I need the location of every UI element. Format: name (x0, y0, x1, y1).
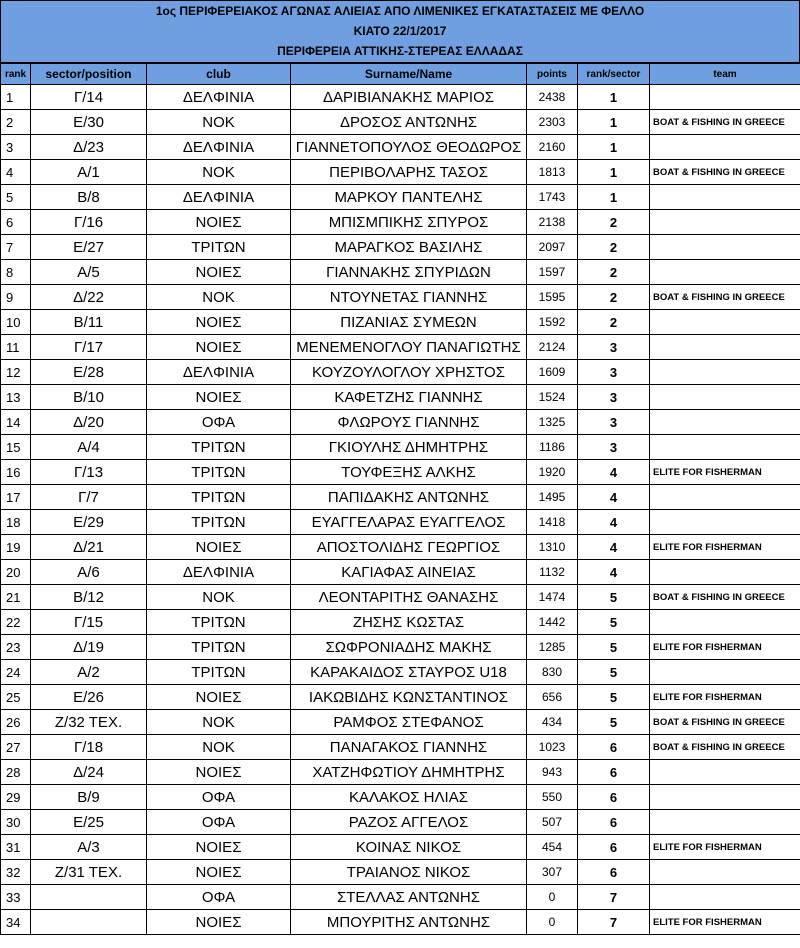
sector-cell: Δ/20 (31, 410, 147, 435)
team-cell (650, 260, 800, 285)
rank-sector-cell: 1 (578, 160, 650, 185)
points-cell: 0 (527, 885, 578, 910)
points-cell: 2438 (527, 85, 578, 110)
rank-sector-cell: 2 (578, 235, 650, 260)
table-row (1, 560, 800, 585)
sector-cell: Α/5 (31, 260, 147, 285)
points-cell: 1310 (527, 535, 578, 560)
table-row (1, 885, 800, 910)
sector-cell (31, 885, 147, 910)
team-cell: BOAT & FISHING IN GREECE (650, 285, 800, 310)
name-cell: ΜΕΝΕΜΕΝΟΓΛΟΥ ΠΑΝΑΓΙΩΤΗΣ (291, 335, 527, 360)
club-cell: ΔΕΛΦΙΝΙΑ (147, 560, 291, 585)
name-cell: ΛΕΟΝΤΑΡΙΤΗΣ ΘΑΝΑΣΗΣ (291, 585, 527, 610)
points-cell: 2097 (527, 235, 578, 260)
club-cell: ΔΕΛΦΙΝΙΑ (147, 135, 291, 160)
club-cell: ΔΕΛΦΙΝΙΑ (147, 85, 291, 110)
club-cell: ΔΕΛΦΙΝΙΑ (147, 185, 291, 210)
rank-sector-cell: 6 (578, 810, 650, 835)
rank-sector-cell: 7 (578, 885, 650, 910)
team-cell: ELITE FOR FISHERMAN (650, 535, 800, 560)
rank-cell: 32 (1, 860, 31, 885)
team-cell: BOAT & FISHING IN GREECE (650, 735, 800, 760)
name-cell: ΚΟΥΖΟΥΛΟΓΛΟΥ ΧΡΗΣΤΟΣ (291, 360, 527, 385)
name-cell: ΡΑΖΟΣ ΑΓΓΕΛΟΣ (291, 810, 527, 835)
points-cell: 1813 (527, 160, 578, 185)
name-cell: ΜΠΟΥΡΙΤΗΣ ΑΝΤΩΝΗΣ (291, 910, 527, 935)
rank-sector-cell: 1 (578, 85, 650, 110)
table-row (1, 260, 800, 285)
name-cell: ΦΛΩΡΟΥΣ ΓΙΑΝΝΗΣ (291, 410, 527, 435)
rank-sector-cell: 6 (578, 735, 650, 760)
rank-cell: 10 (1, 310, 31, 335)
rank-cell: 4 (1, 160, 31, 185)
col-header-team: team (650, 64, 800, 85)
points-cell: 2303 (527, 110, 578, 135)
points-cell: 1920 (527, 460, 578, 485)
rank-cell: 14 (1, 410, 31, 435)
table-row (1, 635, 800, 660)
points-cell: 1474 (527, 585, 578, 610)
rank-cell: 23 (1, 635, 31, 660)
team-cell (650, 610, 800, 635)
team-cell: ELITE FOR FISHERMAN (650, 685, 800, 710)
sector-cell: Ε/26 (31, 685, 147, 710)
team-cell (650, 560, 800, 585)
sector-cell: Δ/23 (31, 135, 147, 160)
col-header-rank-sector: rank/sector (578, 64, 650, 85)
table-row (1, 610, 800, 635)
name-cell: ΠΑΠΙΔΑΚΗΣ ΑΝΤΩΝΗΣ (291, 485, 527, 510)
points-cell: 1132 (527, 560, 578, 585)
team-cell (650, 385, 800, 410)
rank-cell: 33 (1, 885, 31, 910)
club-cell: ΝΟΙΕΣ (147, 910, 291, 935)
table-row (1, 335, 800, 360)
club-cell: ΟΦΑ (147, 410, 291, 435)
rank-cell: 9 (1, 285, 31, 310)
points-cell: 2138 (527, 210, 578, 235)
club-cell: ΝΟΙΕΣ (147, 310, 291, 335)
table-row (1, 435, 800, 460)
header-row (1, 64, 800, 85)
rank-sector-cell: 3 (578, 410, 650, 435)
sector-cell: Γ/7 (31, 485, 147, 510)
club-cell: ΟΦΑ (147, 810, 291, 835)
points-cell: 307 (527, 860, 578, 885)
club-cell: ΤΡΙΤΩΝ (147, 460, 291, 485)
rank-sector-cell: 3 (578, 385, 650, 410)
team-cell (650, 185, 800, 210)
table-row (1, 835, 800, 860)
club-cell: ΤΡΙΤΩΝ (147, 485, 291, 510)
sector-cell: Δ/24 (31, 760, 147, 785)
rank-sector-cell: 1 (578, 185, 650, 210)
sector-cell: Ε/28 (31, 360, 147, 385)
club-cell: ΝΟΙΕΣ (147, 535, 291, 560)
club-cell: ΝΟΚ (147, 585, 291, 610)
table-row (1, 410, 800, 435)
venue-date: ΚΙΑΤΟ 22/1/2017 (353, 24, 447, 38)
rank-cell: 11 (1, 335, 31, 360)
col-header-club: club (147, 64, 291, 85)
team-cell (650, 860, 800, 885)
table-row (1, 110, 800, 135)
name-cell: ΓΚΙΟΥΛΗΣ ΔΗΜΗΤΡΗΣ (291, 435, 527, 460)
sector-cell: Δ/19 (31, 635, 147, 660)
name-cell: ΣΤΕΛΛΑΣ ΑΝΤΩΝΗΣ (291, 885, 527, 910)
name-cell: ΤΟΥΦΕΞΗΣ ΑΛΚΗΣ (291, 460, 527, 485)
rank-cell: 16 (1, 460, 31, 485)
table-row (1, 485, 800, 510)
rank-sector-cell: 5 (578, 635, 650, 660)
team-cell (650, 235, 800, 260)
sector-cell: Α/6 (31, 560, 147, 585)
rank-sector-cell: 1 (578, 135, 650, 160)
team-cell (650, 135, 800, 160)
name-cell: ΙΑΚΩΒΙΔΗΣ ΚΩΝΣΤΑΝΤΙΝΟΣ (291, 685, 527, 710)
rank-sector-cell: 2 (578, 260, 650, 285)
points-cell: 830 (527, 660, 578, 685)
points-cell: 1743 (527, 185, 578, 210)
club-cell: ΤΡΙΤΩΝ (147, 510, 291, 535)
sector-cell: Γ/16 (31, 210, 147, 235)
club-cell: ΝΟΚ (147, 285, 291, 310)
points-cell: 1442 (527, 610, 578, 635)
table-row (1, 710, 800, 735)
sector-cell: Γ/18 (31, 735, 147, 760)
rank-sector-cell: 1 (578, 110, 650, 135)
sector-cell: Ε/29 (31, 510, 147, 535)
title-banner (0, 0, 800, 63)
rank-cell: 24 (1, 660, 31, 685)
club-cell: ΝΟΙΕΣ (147, 860, 291, 885)
rank-cell: 7 (1, 235, 31, 260)
sector-cell: Ε/30 (31, 110, 147, 135)
name-cell: ΓΙΑΝΝΑΚΗΣ ΣΠΥΡΙΔΩΝ (291, 260, 527, 285)
club-cell: ΟΦΑ (147, 785, 291, 810)
rank-cell: 29 (1, 785, 31, 810)
results-body (1, 85, 800, 935)
rank-sector-cell: 6 (578, 785, 650, 810)
name-cell: ΧΑΤΖΗΦΩΤΙΟΥ ΔΗΜΗΤΡΗΣ (291, 760, 527, 785)
team-cell (650, 885, 800, 910)
rank-sector-cell: 7 (578, 910, 650, 935)
points-cell: 1524 (527, 385, 578, 410)
points-cell: 1418 (527, 510, 578, 535)
table-row (1, 735, 800, 760)
club-cell: ΟΦΑ (147, 885, 291, 910)
table-row (1, 535, 800, 560)
rank-cell: 12 (1, 360, 31, 385)
rank-cell: 5 (1, 185, 31, 210)
table-row (1, 85, 800, 110)
sector-cell: Δ/22 (31, 285, 147, 310)
rank-sector-cell: 2 (578, 310, 650, 335)
rank-sector-cell: 4 (578, 535, 650, 560)
sector-cell: Β/12 (31, 585, 147, 610)
col-header-points: points (527, 64, 578, 85)
table-row (1, 360, 800, 385)
points-cell: 1495 (527, 485, 578, 510)
table-row (1, 910, 800, 935)
team-cell (650, 335, 800, 360)
name-cell: ΖΗΣΗΣ ΚΩΣΤΑΣ (291, 610, 527, 635)
rank-cell: 18 (1, 510, 31, 535)
team-cell (650, 210, 800, 235)
rank-cell: 22 (1, 610, 31, 635)
points-cell: 1285 (527, 635, 578, 660)
name-cell: ΑΠΟΣΤΟΛΙΔΗΣ ΓΕΩΡΓΙΟΣ (291, 535, 527, 560)
sector-cell: Ε/27 (31, 235, 147, 260)
team-cell (650, 760, 800, 785)
sector-cell: Α/2 (31, 660, 147, 685)
col-header-name: Surname/Name (291, 64, 527, 85)
club-cell: ΝΟΙΕΣ (147, 210, 291, 235)
sector-cell: Γ/13 (31, 460, 147, 485)
points-cell: 2160 (527, 135, 578, 160)
rank-cell: 1 (1, 85, 31, 110)
rank-cell: 30 (1, 810, 31, 835)
table-row (1, 585, 800, 610)
name-cell: ΚΑΓΙΑΦΑΣ ΑΙΝΕΙΑΣ (291, 560, 527, 585)
team-cell (650, 435, 800, 460)
rank-cell: 28 (1, 760, 31, 785)
name-cell: ΔΑΡΙΒΙΑΝΑΚΗΣ ΜΑΡΙΟΣ (291, 85, 527, 110)
table-row (1, 810, 800, 835)
team-cell: ELITE FOR FISHERMAN (650, 910, 800, 935)
name-cell: ΡΑΜΦΟΣ ΣΤΕΦΑΝΟΣ (291, 710, 527, 735)
table-row (1, 860, 800, 885)
points-cell: 1595 (527, 285, 578, 310)
team-cell (650, 510, 800, 535)
rank-sector-cell: 3 (578, 335, 650, 360)
sector-cell: Α/3 (31, 835, 147, 860)
sector-cell: Ζ/31 ΤΕΧ. (31, 860, 147, 885)
rank-cell: 34 (1, 910, 31, 935)
name-cell: ΚΑΦΕΤΖΗΣ ΓΙΑΝΝΗΣ (291, 385, 527, 410)
table-row (1, 785, 800, 810)
rank-sector-cell: 4 (578, 510, 650, 535)
sector-cell: Γ/17 (31, 335, 147, 360)
sector-cell: Γ/15 (31, 610, 147, 635)
rank-sector-cell: 5 (578, 710, 650, 735)
table-row (1, 285, 800, 310)
points-cell: 1325 (527, 410, 578, 435)
table-row (1, 310, 800, 335)
points-cell: 656 (527, 685, 578, 710)
rank-sector-cell: 3 (578, 435, 650, 460)
name-cell: ΜΑΡΚΟΥ ΠΑΝΤΕΛΗΣ (291, 185, 527, 210)
name-cell: ΔΡΟΣΟΣ ΑΝΤΩΝΗΣ (291, 110, 527, 135)
team-cell: ELITE FOR FISHERMAN (650, 835, 800, 860)
table-row (1, 760, 800, 785)
name-cell: ΚΑΡΑΚΑΙΔΟΣ ΣΤΑΥΡΟΣ U18 (291, 660, 527, 685)
club-cell: ΝΟΙΕΣ (147, 260, 291, 285)
rank-cell: 26 (1, 710, 31, 735)
club-cell: ΤΡΙΤΩΝ (147, 660, 291, 685)
club-cell: ΤΡΙΤΩΝ (147, 610, 291, 635)
rank-cell: 25 (1, 685, 31, 710)
club-cell: ΝΟΚ (147, 110, 291, 135)
table-row (1, 185, 800, 210)
sector-cell: Α/4 (31, 435, 147, 460)
rank-sector-cell: 4 (578, 485, 650, 510)
team-cell (650, 810, 800, 835)
team-cell: ELITE FOR FISHERMAN (650, 460, 800, 485)
rank-sector-cell: 5 (578, 685, 650, 710)
rank-sector-cell: 4 (578, 460, 650, 485)
team-cell (650, 310, 800, 335)
rank-cell: 17 (1, 485, 31, 510)
points-cell: 0 (527, 910, 578, 935)
table-row (1, 210, 800, 235)
points-cell: 550 (527, 785, 578, 810)
points-cell: 2124 (527, 335, 578, 360)
sector-cell: Γ/14 (31, 85, 147, 110)
rank-cell: 19 (1, 535, 31, 560)
rank-sector-cell: 2 (578, 210, 650, 235)
results-table (0, 63, 800, 935)
sector-cell: Β/11 (31, 310, 147, 335)
rank-cell: 6 (1, 210, 31, 235)
rank-sector-cell: 3 (578, 360, 650, 385)
name-cell: ΠΙΖΑΝΙΑΣ ΣΥΜΕΩΝ (291, 310, 527, 335)
region-title: ΠΕΡΙΦΕΡΕΙΑ ΑΤΤΙΚΗΣ-ΣΤΕΡΕΑΣ ΕΛΛΑΔΑΣ (277, 44, 523, 58)
points-cell: 507 (527, 810, 578, 835)
club-cell: ΝΟΙΕΣ (147, 760, 291, 785)
rank-cell: 3 (1, 135, 31, 160)
points-cell: 1592 (527, 310, 578, 335)
club-cell: ΝΟΙΕΣ (147, 685, 291, 710)
points-cell: 943 (527, 760, 578, 785)
table-row (1, 460, 800, 485)
team-cell: ELITE FOR FISHERMAN (650, 635, 800, 660)
rank-sector-cell: 6 (578, 835, 650, 860)
points-cell: 454 (527, 835, 578, 860)
rank-cell: 20 (1, 560, 31, 585)
sector-cell: Β/9 (31, 785, 147, 810)
points-cell: 1186 (527, 435, 578, 460)
sector-cell: Β/10 (31, 385, 147, 410)
col-header-sector: sector/position (31, 64, 147, 85)
team-cell (650, 85, 800, 110)
club-cell: ΝΟΙΕΣ (147, 385, 291, 410)
sector-cell: Ε/25 (31, 810, 147, 835)
team-cell: BOAT & FISHING IN GREECE (650, 160, 800, 185)
team-cell: BOAT & FISHING IN GREECE (650, 585, 800, 610)
club-cell: ΝΟΙΕΣ (147, 835, 291, 860)
sector-cell (31, 910, 147, 935)
club-cell: ΔΕΛΦΙΝΙΑ (147, 360, 291, 385)
rank-cell: 8 (1, 260, 31, 285)
rank-sector-cell: 2 (578, 285, 650, 310)
table-row (1, 510, 800, 535)
sector-cell: Α/1 (31, 160, 147, 185)
rank-sector-cell: 6 (578, 860, 650, 885)
name-cell: ΠΑΝΑΓΑΚΟΣ ΓΙΑΝΝΗΣ (291, 735, 527, 760)
competition-title: 1ος ΠΕΡΙΦΕΡΕΙΑΚΟΣ ΑΓΩΝΑΣ ΑΛΙΕΙΑΣ ΑΠΟ ΛΙΜΕΝΙΚΕΣ ΕΓΚΑΤΑΣΤΑΣΕΙΣ ΜΕ ΦΕΛΛΟ (155, 4, 645, 18)
name-cell: ΜΑΡΑΓΚΟΣ ΒΑΣΙΛΗΣ (291, 235, 527, 260)
sector-cell: Β/8 (31, 185, 147, 210)
rank-sector-cell: 5 (578, 660, 650, 685)
table-row (1, 660, 800, 685)
name-cell: ΚΑΛΑΚΟΣ ΗΛΙΑΣ (291, 785, 527, 810)
club-cell: ΝΟΚ (147, 735, 291, 760)
table-row (1, 135, 800, 160)
points-cell: 1023 (527, 735, 578, 760)
name-cell: ΕΥΑΓΓΕΛΑΡΑΣ ΕΥΑΓΓΕΛΟΣ (291, 510, 527, 535)
rank-sector-cell: 4 (578, 560, 650, 585)
name-cell: ΜΠΙΣΜΠΙΚΗΣ ΣΠΥΡΟΣ (291, 210, 527, 235)
name-cell: ΠΕΡΙΒΟΛΑΡΗΣ ΤΑΣΟΣ (291, 160, 527, 185)
table-row (1, 160, 800, 185)
team-cell (650, 410, 800, 435)
team-cell: BOAT & FISHING IN GREECE (650, 110, 800, 135)
name-cell: ΓΙΑΝΝΕΤΟΠΟΥΛΟΣ ΘΕΟΔΩΡΟΣ (291, 135, 527, 160)
points-cell: 1597 (527, 260, 578, 285)
col-header-rank: rank (1, 64, 31, 85)
rank-cell: 31 (1, 835, 31, 860)
name-cell: ΚΟΙΝΑΣ ΝΙΚΟΣ (291, 835, 527, 860)
club-cell: ΝΟΙΕΣ (147, 335, 291, 360)
rank-cell: 2 (1, 110, 31, 135)
club-cell: ΤΡΙΤΩΝ (147, 635, 291, 660)
team-cell (650, 660, 800, 685)
points-cell: 434 (527, 710, 578, 735)
table-row (1, 235, 800, 260)
club-cell: ΤΡΙΤΩΝ (147, 435, 291, 460)
team-cell (650, 785, 800, 810)
team-cell (650, 485, 800, 510)
club-cell: ΝΟΚ (147, 710, 291, 735)
rank-cell: 21 (1, 585, 31, 610)
rank-cell: 13 (1, 385, 31, 410)
rank-cell: 15 (1, 435, 31, 460)
sector-cell: Ζ/32 ΤΕΧ. (31, 710, 147, 735)
name-cell: ΤΡΑΙΑΝΟΣ ΝΙΚΟΣ (291, 860, 527, 885)
points-cell: 1609 (527, 360, 578, 385)
team-cell (650, 360, 800, 385)
team-cell: BOAT & FISHING IN GREECE (650, 710, 800, 735)
name-cell: ΣΩΦΡΟΝΙΑΔΗΣ ΜΑΚΗΣ (291, 635, 527, 660)
rank-sector-cell: 6 (578, 760, 650, 785)
rank-cell: 27 (1, 735, 31, 760)
club-cell: ΝΟΚ (147, 160, 291, 185)
sector-cell: Δ/21 (31, 535, 147, 560)
table-row (1, 385, 800, 410)
table-row (1, 685, 800, 710)
club-cell: ΤΡΙΤΩΝ (147, 235, 291, 260)
name-cell: ΝΤΟΥΝΕΤΑΣ ΓΙΑΝΝΗΣ (291, 285, 527, 310)
rank-sector-cell: 5 (578, 585, 650, 610)
rank-sector-cell: 5 (578, 610, 650, 635)
